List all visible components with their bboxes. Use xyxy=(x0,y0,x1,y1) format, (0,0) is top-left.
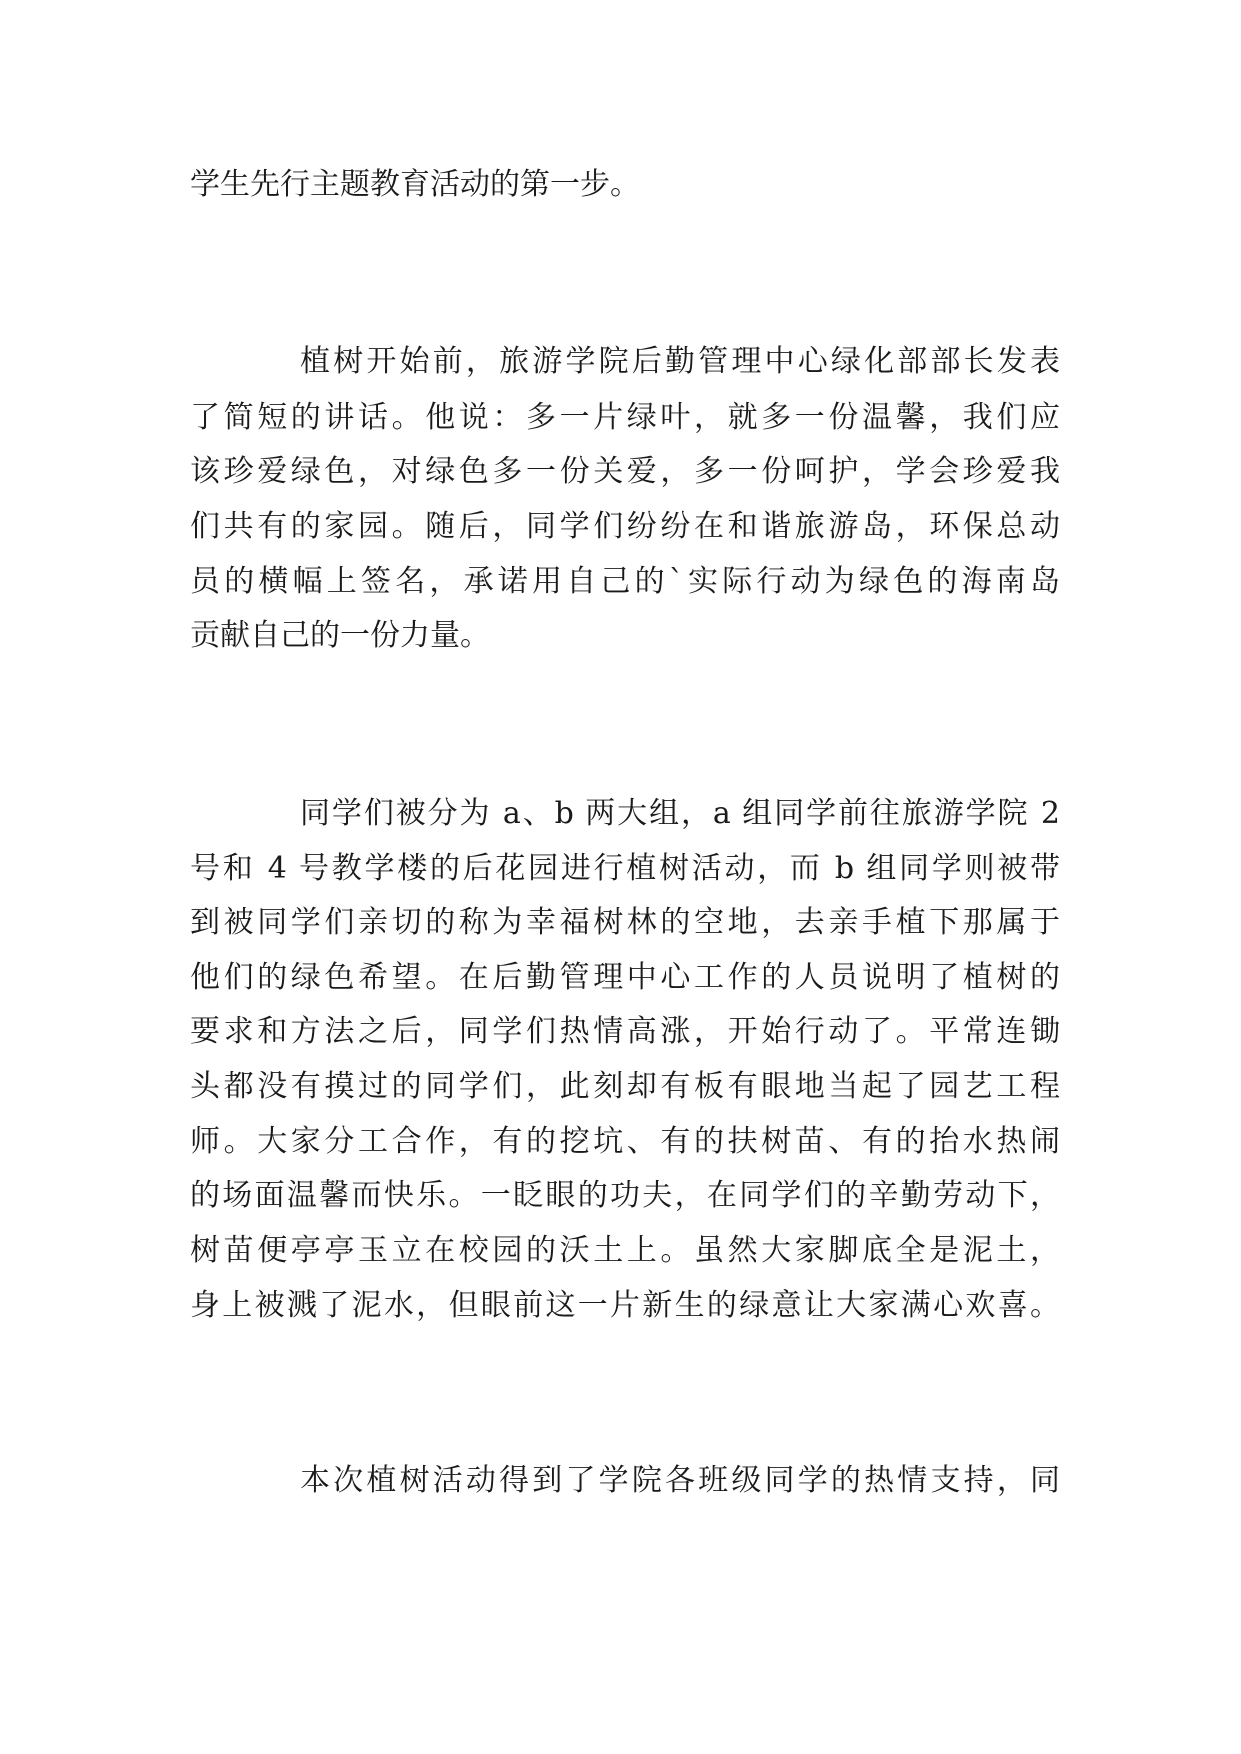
paragraph-4-line-1: 本次植树活动得到了学院各班级同学的热情支持，同 xyxy=(300,1463,1060,1498)
paragraph-3-line-8: 的场面温馨而快乐。一眨眼的功夫，在同学们的辛勤劳动下， xyxy=(190,1178,1060,1213)
paragraph-3-line-1: 同学们被分为 a、b 两大组，a 组同学前往旅游学院 2 xyxy=(300,796,1060,831)
paragraph-3-line-5: 要求和方法之后，同学们热情高涨，开始行动了。平常连锄 xyxy=(190,1014,1060,1049)
paragraph-2-line-6: 贡献自己的一份力量。 xyxy=(190,618,490,653)
paragraph-3-line-9: 树苗便亭亭玉立在校园的沃土上。虽然大家脚底全是泥土， xyxy=(190,1233,1060,1268)
paragraph-2-line-5: 员的横幅上签名，承诺用自己的`实际行动为绿色的海南岛 xyxy=(190,564,1060,599)
paragraph-1-line-1: 学生先行主题教育活动的第一步。 xyxy=(190,167,640,202)
paragraph-2-line-2: 了简短的讲话。他说：多一片绿叶，就多一份温馨，我们应 xyxy=(190,400,1060,435)
paragraph-3-line-3: 到被同学们亲切的称为幸福树林的空地，去亲手植下那属于 xyxy=(190,905,1060,940)
paragraph-3-line-6: 头都没有摸过的同学们，此刻却有板有眼地当起了园艺工程 xyxy=(190,1069,1060,1104)
paragraph-3-line-2: 号和 4 号教学楼的后花园进行植树活动，而 b 组同学则被带 xyxy=(190,851,1060,886)
paragraph-2-line-4: 们共有的家园。随后，同学们纷纷在和谐旅游岛，环保总动 xyxy=(190,509,1060,544)
paragraph-2-line-3: 该珍爱绿色，对绿色多一份关爱，多一份呵护，学会珍爱我 xyxy=(190,454,1060,489)
paragraph-3-line-7: 师。大家分工合作，有的挖坑、有的扶树苗、有的抬水热闹 xyxy=(190,1124,1060,1159)
paragraph-2-line-1: 植树开始前，旅游学院后勤管理中心绿化部部长发表 xyxy=(300,344,1060,379)
paragraph-3-line-10: 身上被溅了泥水，但眼前这一片新生的绿意让大家满心欢喜。 xyxy=(190,1288,1060,1323)
paragraph-3-line-4: 他们的绿色希望。在后勤管理中心工作的人员说明了植树的 xyxy=(190,960,1060,995)
